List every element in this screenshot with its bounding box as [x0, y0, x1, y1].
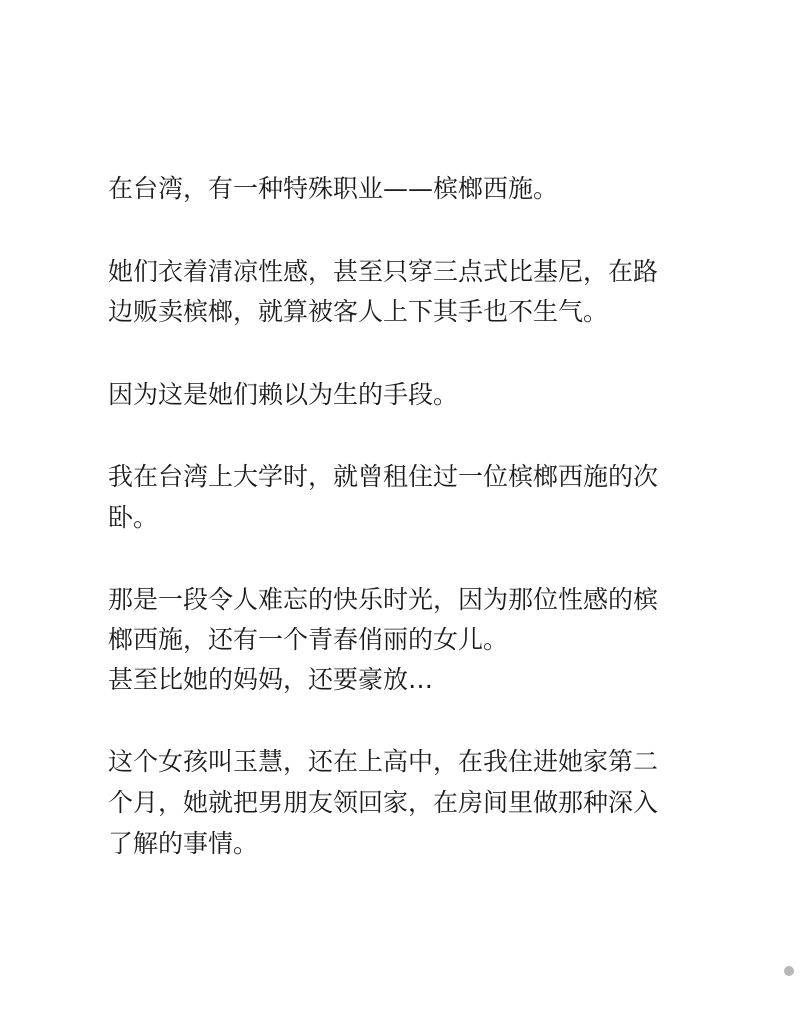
- paragraph-6-line-2: 个月，她就把男朋友领回家，在房间里做那种深入: [108, 788, 659, 817]
- paragraph-5-line-2: 榔西施，还有一个青春俏丽的女儿。: [108, 625, 509, 654]
- scroll-indicator[interactable]: [784, 966, 794, 976]
- paragraph-5-line-3: 甚至比她的妈妈，还要豪放…: [108, 665, 434, 694]
- paragraph-4-line-1: 我在台湾上大学时，就曾租住过一位槟榔西施的次: [108, 462, 659, 491]
- paragraph-2-line-1: 她们衣着清凉性感，甚至只穿三点式比基尼，在路: [108, 257, 659, 286]
- paragraph-4-line-2: 卧。: [108, 503, 159, 532]
- paragraph-3-line-1: 因为这是她们赖以为生的手段。: [108, 380, 459, 409]
- paragraph-1-line-1: 在台湾，有一种特殊职业——槟榔西施。: [108, 174, 559, 203]
- paragraph-5-line-1: 那是一段令人难忘的快乐时光，因为那位性感的槟: [108, 585, 659, 614]
- paragraph-6-line-3: 了解的事情。: [108, 829, 259, 858]
- paragraph-6-line-1: 这个女孩叫玉慧，还在上高中，在我住进她家第二: [108, 747, 659, 776]
- paragraph-2-line-2: 边贩卖槟榔，就算被客人上下其手也不生气。: [108, 297, 609, 326]
